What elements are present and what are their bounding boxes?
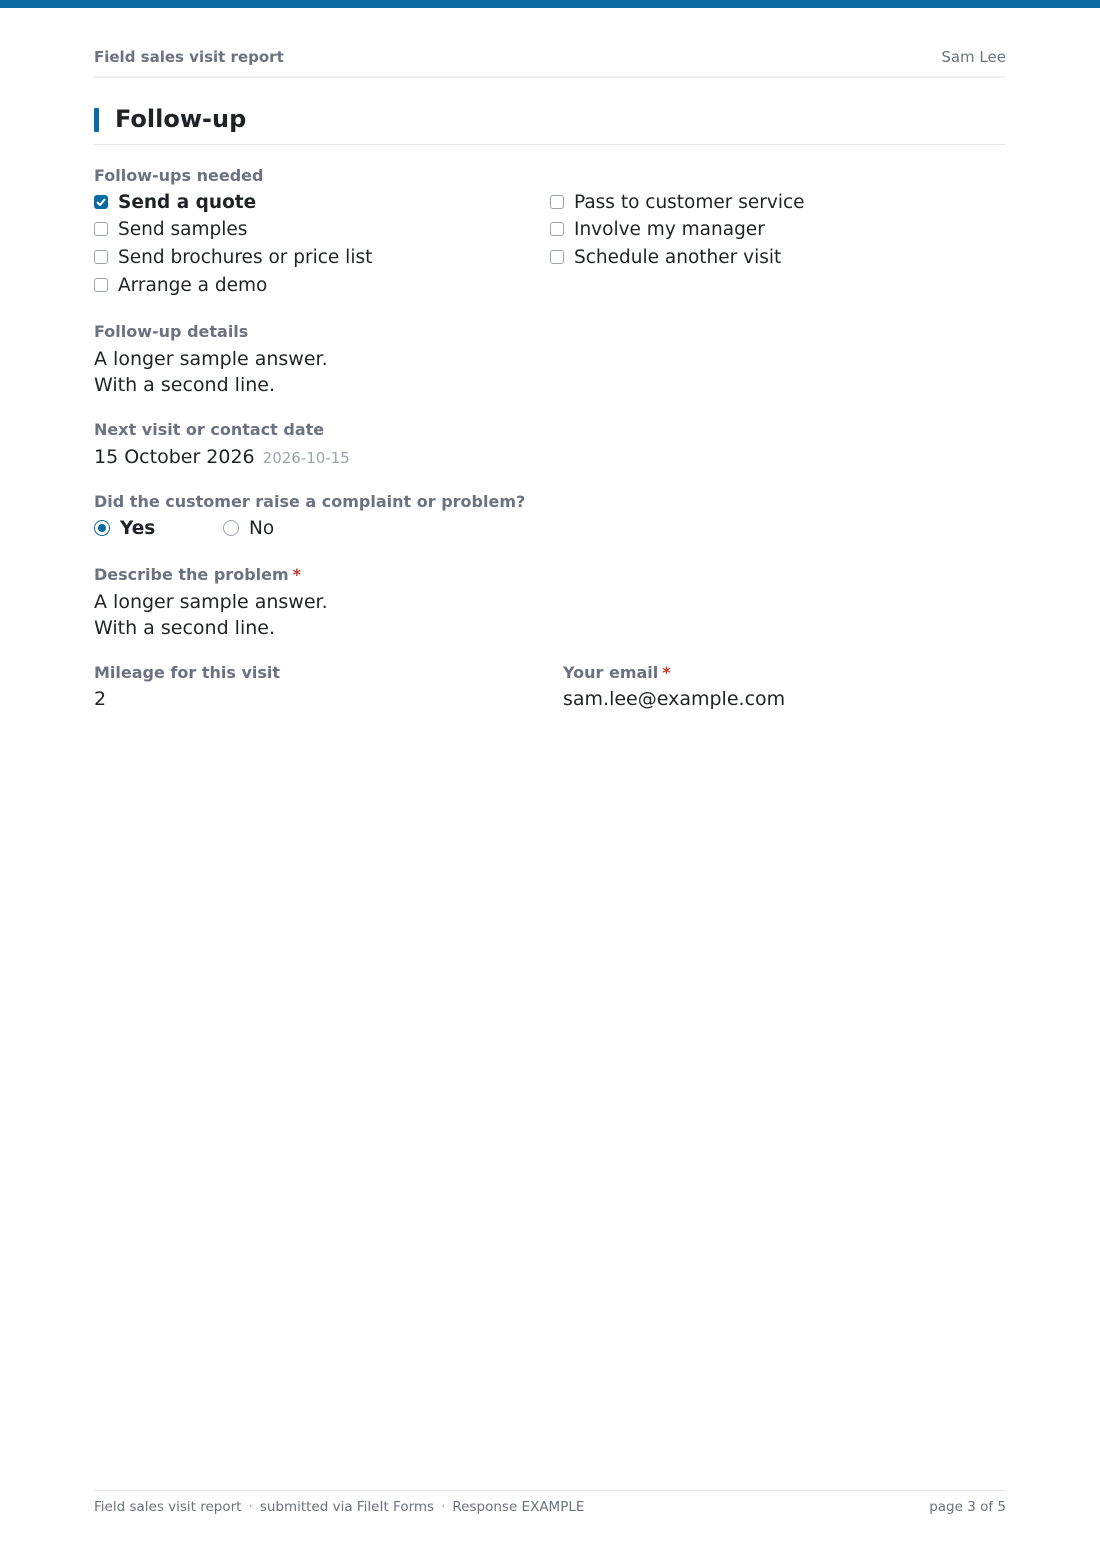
mileage-label: Mileage for this visit	[94, 663, 281, 682]
radio-selected-icon	[94, 520, 110, 536]
complaint-label: Did the customer raise a complaint or problem?	[94, 492, 526, 511]
footer-info	[94, 1499, 584, 1515]
checkbox-send-quote[interactable]	[94, 191, 256, 213]
problem-label	[94, 565, 301, 584]
checkbox-pass-customer-service[interactable]	[550, 191, 805, 213]
problem-line: With a second line.	[94, 617, 275, 639]
checkbox-empty-icon	[94, 222, 108, 236]
checkbox-empty-icon	[550, 195, 564, 209]
email-value: sam.lee@example.com	[563, 688, 786, 710]
email-label	[563, 663, 671, 682]
problem-value	[94, 589, 328, 641]
followups-label: Follow-ups needed	[94, 166, 264, 185]
mileage-value: 2	[94, 688, 107, 710]
checkbox-checked-icon	[94, 195, 108, 209]
checkbox-send-brochures[interactable]	[94, 246, 372, 268]
required-mark: *	[662, 663, 671, 682]
document-footer	[94, 1490, 1006, 1531]
followup-details-line: A longer sample answer.	[94, 348, 328, 370]
footer-form-name: Field sales visit report	[94, 1499, 242, 1515]
section-header	[94, 78, 1006, 145]
document-title: Field sales visit report	[94, 48, 284, 66]
next-date-text: 15 October 2026	[94, 446, 255, 468]
checkbox-empty-icon	[550, 250, 564, 264]
checkbox-arrange-demo[interactable]	[94, 274, 267, 296]
problem-line: A longer sample answer.	[94, 591, 328, 613]
checkbox-label: Send samples	[118, 218, 248, 240]
next-date-iso: 2026-10-15	[262, 449, 350, 467]
footer-page-number: page 3 of 5	[929, 1499, 1006, 1515]
checkbox-label: Send brochures or price list	[118, 246, 373, 268]
checkbox-label: Send a quote	[118, 191, 257, 213]
followup-details-label: Follow-up details	[94, 322, 249, 341]
checkbox-empty-icon	[94, 278, 108, 292]
document-header	[94, 8, 1006, 78]
checkbox-send-samples[interactable]	[94, 218, 247, 240]
radio-label: Yes	[120, 517, 156, 539]
checkbox-label: Arrange a demo	[118, 274, 268, 296]
radio-label: No	[249, 517, 275, 539]
footer-response: Response EXAMPLE	[452, 1499, 585, 1515]
checkbox-empty-icon	[550, 222, 564, 236]
checkbox-involve-manager[interactable]	[550, 218, 765, 240]
document-user: Sam Lee	[941, 48, 1006, 66]
footer-separator: ·	[248, 1499, 253, 1515]
followup-details-value	[94, 346, 328, 398]
checkbox-label: Involve my manager	[574, 218, 765, 240]
next-date-value	[94, 444, 350, 471]
page	[94, 8, 1006, 710]
footer-separator: ·	[441, 1499, 446, 1515]
required-mark: *	[292, 565, 302, 584]
section-accent-bar	[94, 108, 99, 132]
top-accent-bar	[0, 0, 1100, 8]
footer-submitted: submitted via FileIt Forms	[259, 1499, 435, 1515]
checkbox-empty-icon	[94, 250, 108, 264]
radio-no[interactable]	[223, 517, 274, 539]
radio-yes[interactable]	[94, 517, 155, 539]
section-title: Follow-up	[115, 105, 247, 133]
checkbox-label: Pass to customer service	[574, 191, 805, 213]
email-label-text: Your email	[563, 663, 659, 682]
checkbox-schedule-visit[interactable]	[550, 246, 781, 268]
next-date-label: Next visit or contact date	[94, 420, 325, 439]
problem-label-text: Describe the problem	[94, 565, 289, 584]
followup-details-line: With a second line.	[94, 374, 275, 396]
radio-empty-icon	[223, 520, 239, 536]
checkbox-label: Schedule another visit	[574, 246, 782, 268]
